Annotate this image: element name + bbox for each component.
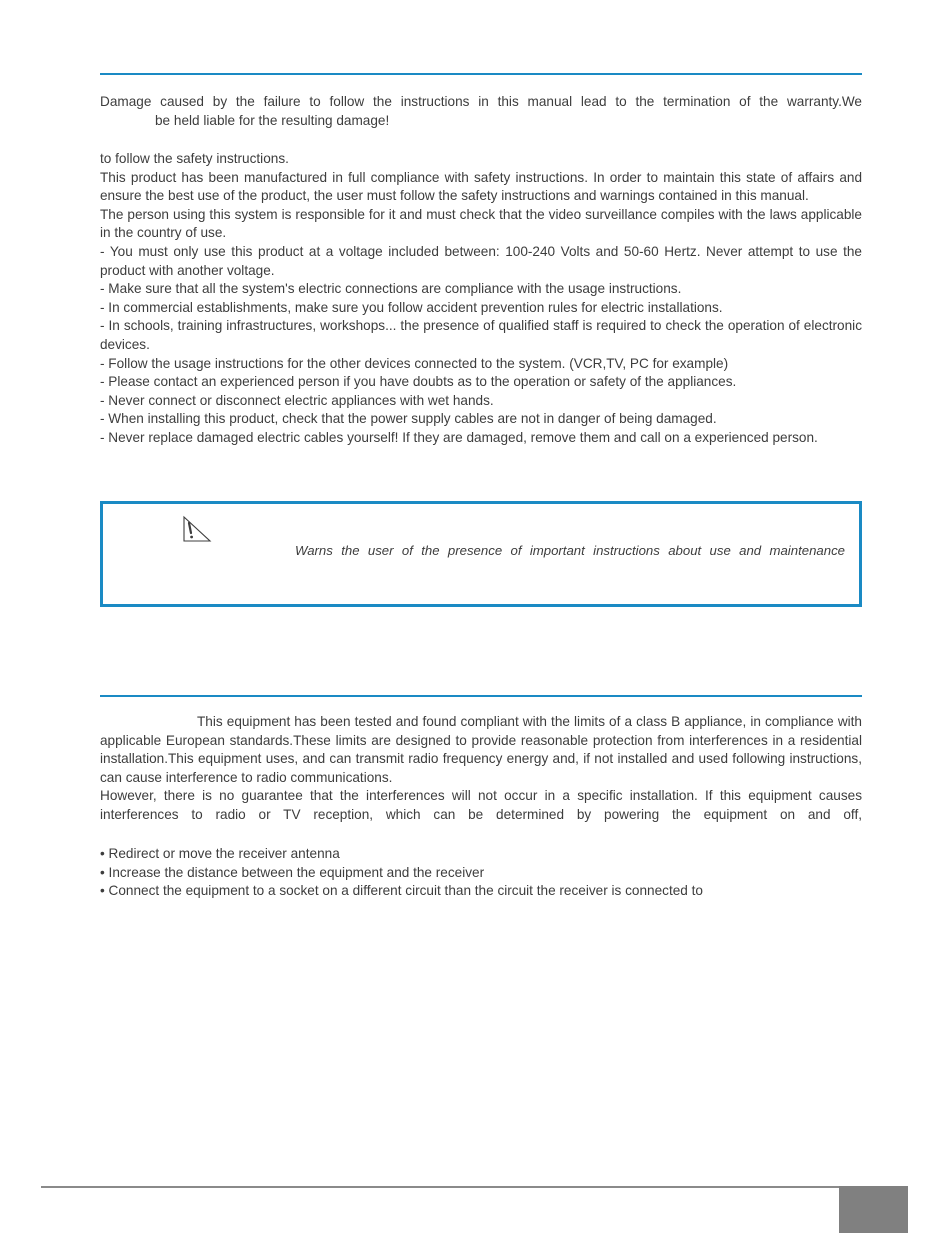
section-1-rule (100, 73, 862, 75)
footer-rule (41, 1186, 839, 1188)
safety-item: - In commercial establishments, make sure you follow accident prevention rules for electric installations. (100, 299, 723, 315)
safety-item: - Follow the usage instructions for the other devices connected to the system. (VCR,TV, PC for example) (100, 355, 729, 371)
compliance-section (100, 713, 862, 825)
safety-paragraph: This product has been manufactured in full compliance with safety instructions. In order to maintain this state of affairs and ensure the best use of the product, the user must follow the safety instructions and warnings contained in this manual. (100, 169, 862, 204)
safety-item: - Make sure that all the system's electric connections are compliance with the usage instructions. (100, 281, 682, 297)
safety-item: - Never connect or disconnect electric appliances with wet hands. (100, 392, 494, 408)
compliance-paragraph: This equipment has been tested and found compliant with the limits of a class B appliance, in compliance with applicable European standards.These limits are designed to provide reasonable protection from interferences in a residential installation.This equipment uses, and can transmit radio frequency energy and, if not installed and used following instructions, can cause interference to radio communications. (100, 714, 862, 785)
safety-item: - In schools, training infrastructures, workshops... the presence of qualified staff is required to check the operation of electronic devices. (100, 318, 862, 352)
remedy-list (100, 845, 862, 901)
warning-triangle-icon (182, 515, 212, 545)
section-1-intro (100, 93, 862, 130)
safety-item: - You must only use this product at a voltage included between: 100-240 Volts and 50-60 Hertz. Never attempt to use the product with another voltage. (100, 243, 862, 278)
safety-item: - Never replace damaged electric cables yourself! If they are damaged, remove them and call on a experienced person. (100, 429, 818, 445)
intro-line-2: be held liable for the resulting damage! (155, 112, 390, 128)
safety-instructions (100, 150, 862, 448)
compliance-paragraph: However, there is no guarantee that the interferences will not occur in a specific installation. If this equipment causes interferences to radio or TV reception, which can be determined by powering the equipment on and off, (100, 788, 862, 822)
safety-paragraph: The person using this system is responsible for it and must check that the video surveillance compiles with the laws applicable in the country of use. (100, 206, 862, 241)
warning-text: Warns the user of the presence of important instructions about use and maintenance (295, 543, 845, 558)
safety-item: - Please contact an experienced person if you have doubts as to the operation or safety of the appliances. (100, 374, 737, 390)
safety-paragraph: to follow the safety instructions. (100, 151, 289, 166)
list-item: • Connect the equipment to a socket on a different circuit than the circuit the receiver is connected to (100, 883, 703, 899)
intro-line-1: Damage caused by the failure to follow the instructions in this manual lead to the termination of the warranty.We (100, 94, 862, 109)
list-item: • Redirect or move the receiver antenna (100, 846, 340, 861)
safety-item: - When installing this product, check that the power supply cables are not in danger of being damaged. (100, 411, 717, 427)
section-2-rule (100, 695, 862, 697)
list-item: • Increase the distance between the equipment and the receiver (100, 864, 485, 880)
page-number-tab (839, 1186, 908, 1233)
warning-box (100, 501, 862, 607)
